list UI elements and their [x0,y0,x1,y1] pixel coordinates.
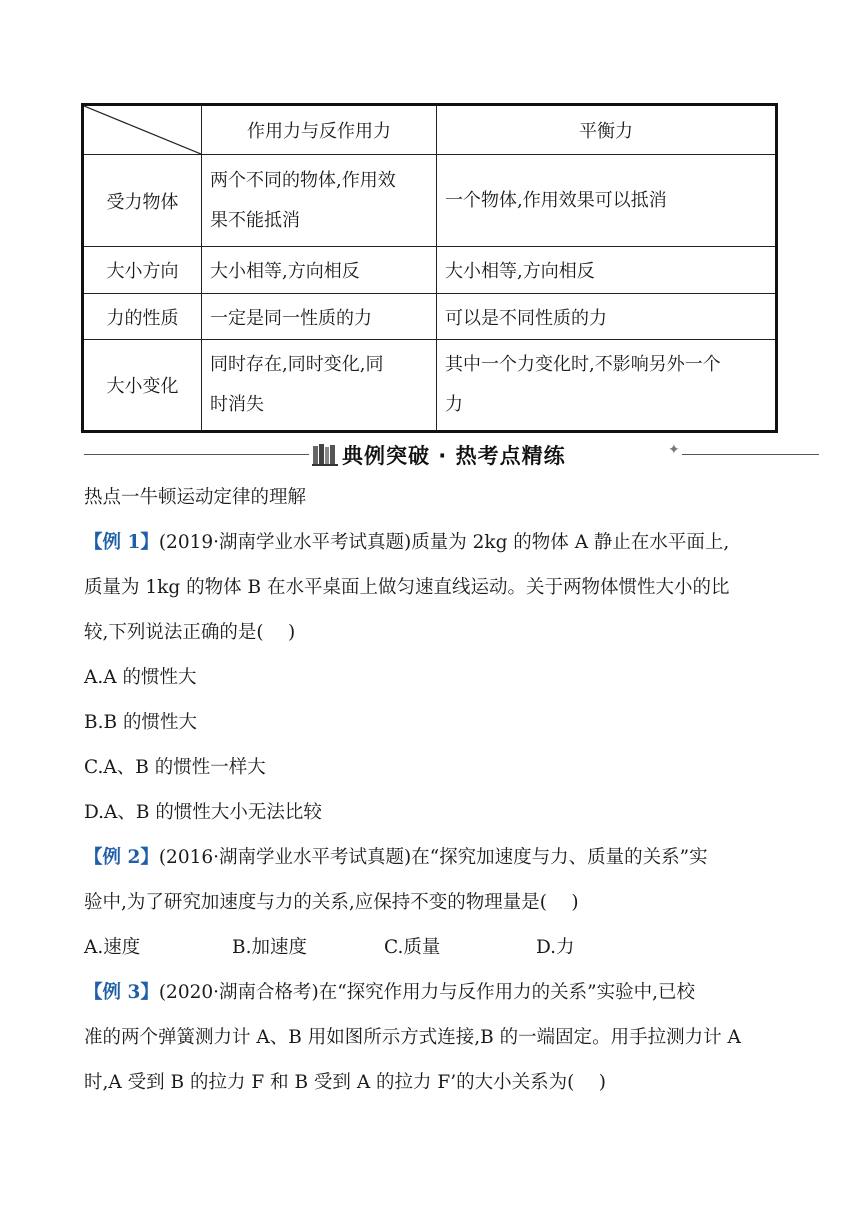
cell-line: 力 [445,394,463,415]
example-3-line-1 [84,975,695,1011]
topic-heading: 热点一牛顿运动定律的理解 [84,487,307,508]
row-balance-cell: 大小相等,方向相反 [437,247,777,294]
banner-rule-right [682,454,819,455]
cell-line: 其中一个力变化时,不影响另外一个 [445,354,721,375]
table-header-row [83,105,777,155]
header-action-reaction: 作用力与反作用力 [202,105,437,155]
example-1-line-1 [84,525,729,561]
row-action-cell: 一定是同一性质的力 [202,294,437,340]
books-icon [312,442,338,466]
comparison-table [81,103,778,433]
option-c: C.质量 [384,937,441,958]
example-1-line-2: 质量为 1kg 的物体 B 在水平桌面上做匀速直线运动。关于两物体惯性大小的比 [84,577,730,598]
row-balance-cell [437,340,777,432]
option-d: D.A、B 的惯性大小无法比较 [84,802,322,823]
section-banner [84,434,819,474]
example-tag: 【例 1】 [84,532,159,553]
row-balance-cell: 可以是不同性质的力 [437,294,777,340]
option-b: B.B 的惯性大 [84,712,197,733]
example-2-line-2: 验中,为了研究加速度与力的关系,应保持不变的物理量是( ) [84,892,579,913]
banner-title: 典例突破 · 热考点精练 [342,444,566,468]
row-balance-cell [437,155,777,247]
row-action-cell [202,155,437,247]
option-b: B.加速度 [232,937,307,958]
row-action-cell [202,340,437,432]
example-tag: 【例 2】 [84,847,159,868]
row-label: 力的性质 [83,294,202,340]
cell-line: 果不能抵消 [210,209,300,231]
example-tag: 【例 3】 [84,982,159,1003]
cell-line: 两个不同的物体,作用效 [210,169,396,191]
diagonal-line [84,106,201,154]
row-action-cell: 大小相等,方向相反 [202,247,437,294]
option-a: A.A 的惯性大 [84,667,197,688]
spark-icon: ✦ [668,442,680,458]
table-row [83,294,777,340]
header-balanced-force: 平衡力 [437,105,777,155]
example-3-line-3: 时,A 受到 B 的拉力 F 和 B 受到 A 的拉力 F’的大小关系为( ) [84,1072,606,1093]
option-a: A.速度 [84,937,141,958]
banner-rule-left [84,454,309,455]
example-2-line-1 [84,840,708,876]
row-label: 受力物体 [83,155,202,247]
example-1-line-3: 较,下列说法正确的是( ) [84,622,296,643]
table-row [83,340,777,432]
row-label: 大小方向 [83,247,202,294]
cell-line: 时消失 [210,394,264,415]
cell-line: 同时存在,同时变化,同 [210,354,384,375]
option-c: C.A、B 的惯性一样大 [84,757,266,778]
diagonal-header-cell [83,105,202,155]
example-text: (2019·湖南学业水平考试真题)质量为 2kg 的物体 A 静止在水平面上, [158,532,730,553]
table-row [83,155,777,247]
option-d: D.力 [536,937,575,958]
example-text: (2020·湖南合格考)在“探究作用力与反作用力的关系”实验中,已校 [158,982,696,1003]
example-3-line-2: 准的两个弹簧测力计 A、B 用如图所示方式连接,B 的一端固定。用手拉测力计 A [84,1027,741,1048]
table-row [83,247,777,294]
example-text: (2016·湖南学业水平考试真题)在“探究加速度与力、质量的关系”实 [158,847,708,868]
row-label: 大小变化 [83,340,202,432]
cell-line: 一个物体,作用效果可以抵消 [445,189,667,211]
